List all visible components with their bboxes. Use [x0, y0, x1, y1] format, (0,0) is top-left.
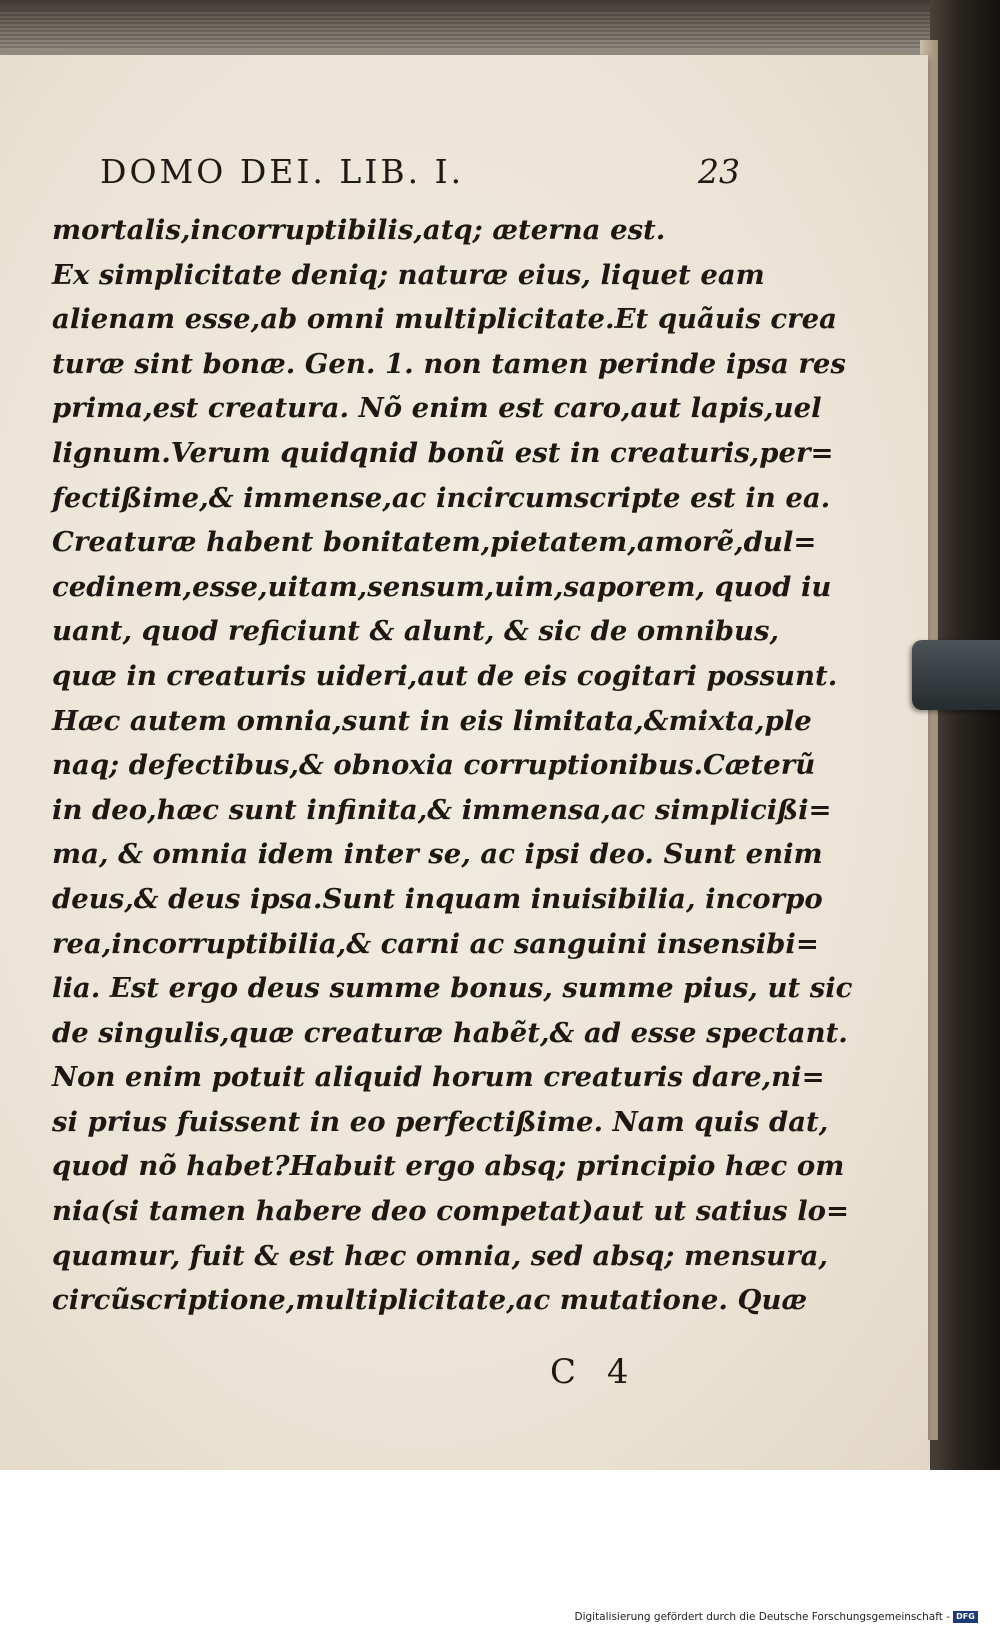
page-header — [100, 152, 740, 194]
text-line: si prius fuissent in eo perfectißime. Nam quis dat, — [52, 1105, 829, 1138]
scan-background — [0, 1470, 1000, 1610]
book-clamp — [912, 640, 1000, 710]
signature-mark: C 4 — [550, 1352, 639, 1392]
dfg-logo: DFG — [953, 1611, 978, 1623]
text-line: circũscriptione,multiplicitate,ac mutatione. Quæ — [52, 1284, 808, 1317]
text-line: rea,incorruptibilia,& carni ac sanguini insensibi= — [52, 927, 819, 960]
text-line: nia(si tamen habere deo competat)aut ut satius lo= — [52, 1195, 850, 1228]
digitization-credit: Digitalisierung gefördert durch die Deutsche Forschungsgemeinschaft - — [574, 1611, 950, 1623]
text-line: Non enim potuit aliquid horum creaturis dare,ni= — [52, 1061, 825, 1094]
text-line: ma, & omnia idem inter se, ac ipsi deo. Sunt enim — [52, 838, 823, 871]
text-line: naq; defectibus,& obnoxia corruptionibus.Cæterũ — [52, 749, 816, 782]
text-line: lia. Est ergo deus summe bonus, summe pius, ut sic — [52, 972, 853, 1005]
text-line: in deo,hæc sunt infinita,& immensa,ac simplicißi= — [52, 793, 832, 826]
text-line: turæ sint bonæ. Gen. 1. non tamen perinde ipsa res — [52, 347, 846, 380]
book-binding-edge — [930, 0, 1000, 1610]
running-title: DOMO DEI. LIB. I. — [100, 152, 465, 191]
text-line: quod nõ habet?Habuit ergo absq; principio hæc om — [52, 1150, 845, 1183]
text-line: Creaturæ habent bonitatem,pietatem,amorẽ,dul= — [52, 526, 817, 559]
scan-footer — [0, 1610, 1000, 1625]
text-line: Ex simplicitate deniq; naturæ eius, liquet eam — [52, 258, 765, 291]
text-line: Hæc autem omnia,sunt in eis limitata,&mixta,ple — [52, 704, 812, 737]
text-line: uant, quod reficiunt & alunt, & sic de omnibus, — [52, 615, 780, 648]
page-body-text — [52, 208, 853, 1323]
text-line: cedinem,esse,uitam,sensum,uim,saporem, quod iu — [52, 570, 832, 603]
text-line: lignum.Verum quidqnid bonũ est in creaturis,per= — [52, 436, 834, 469]
text-line: prima,est creatura. Nõ enim est caro,aut lapis,uel — [52, 392, 822, 425]
text-line: mortalis,incorruptibilis,atq; æterna est. — [52, 214, 666, 246]
text-line: alienam esse,ab omni multiplicitate.Et quãuis crea — [52, 303, 837, 336]
text-line: quamur, fuit & est hæc omnia, sed absq; mensura, — [52, 1239, 828, 1272]
text-line: quæ in creaturis uideri,aut de eis cogitari possunt. — [52, 659, 838, 692]
page-number: 23 — [698, 152, 740, 191]
text-line: fectißime,& immense,ac incircumscripte est in ea. — [52, 481, 831, 514]
text-line: deus,& deus ipsa.Sunt inquam inuisibilia, incorpo — [52, 882, 823, 915]
text-line: de singulis,quæ creaturæ habẽt,& ad esse spectant. — [52, 1016, 848, 1049]
